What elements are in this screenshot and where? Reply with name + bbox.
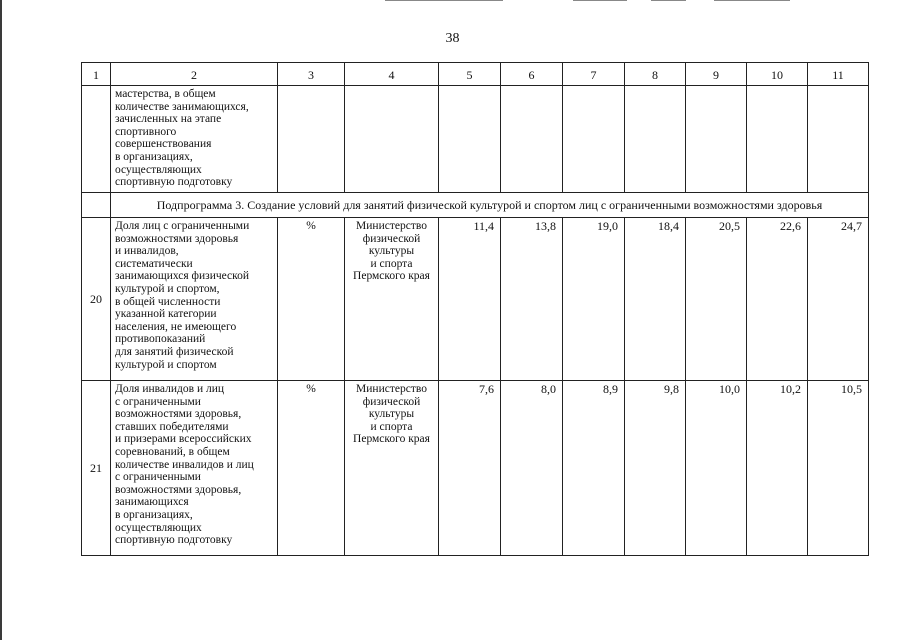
description-line: Доля лиц с ограниченными	[115, 220, 250, 232]
column-header: 9	[686, 63, 747, 86]
column-header: 3	[278, 63, 345, 86]
responsible-line: физической	[362, 232, 421, 245]
responsible-line: Пермского края	[353, 270, 430, 283]
description-line: и призерами всероссийских	[115, 433, 252, 446]
column-header: 5	[439, 63, 501, 86]
value-cell	[686, 86, 747, 193]
responsible-cell	[345, 86, 439, 193]
description-line: соревнований, в общем	[115, 445, 230, 458]
column-header: 6	[501, 63, 563, 86]
value-cell: 8,0	[501, 381, 563, 556]
unit-cell: %	[278, 218, 345, 381]
subprogram-title: Подпрограмма 3. Создание условий для занятий физической культурой и спортом лиц с ограниченными возможностями здоровья	[111, 193, 869, 218]
top-rule-mark	[385, 0, 503, 1]
row-number-cell: 20	[82, 218, 111, 381]
description-line: занимающихся	[115, 496, 189, 509]
value-cell	[808, 86, 869, 193]
indicator-description-cell	[111, 218, 278, 381]
unit-cell	[278, 86, 345, 193]
description-line: совершенствования	[115, 138, 212, 151]
value-cell: 8,9	[563, 381, 625, 556]
description-line: с ограниченными	[115, 471, 201, 484]
responsible-line: физической	[362, 395, 421, 408]
responsible-line: Пермского края	[353, 433, 430, 446]
table-header-row	[82, 63, 869, 86]
description-line: для занятий физической	[115, 345, 234, 358]
description-line: указанной категории	[115, 308, 217, 321]
description-line: спортивную подготовку	[115, 176, 233, 189]
row-number-cell: 21	[82, 381, 111, 556]
responsible-line: Министерство	[356, 220, 427, 232]
description-line: в организациях,	[115, 150, 193, 163]
description-line: в организациях,	[115, 508, 193, 521]
top-rule-mark	[651, 0, 686, 1]
value-cell	[501, 86, 563, 193]
indicators-table	[81, 62, 869, 556]
indicator-description-cell	[111, 381, 278, 556]
section-number-cell	[82, 193, 111, 218]
column-header: 11	[808, 63, 869, 86]
page-number: 38	[445, 31, 460, 46]
value-cell	[563, 86, 625, 193]
column-header: 7	[563, 63, 625, 86]
page-left-edge	[0, 0, 2, 640]
responsible-line: и спорта	[370, 257, 413, 270]
description-line: возможностями здоровья,	[115, 408, 242, 421]
value-cell: 18,4	[625, 218, 686, 381]
value-cell	[439, 86, 501, 193]
value-cell: 19,0	[563, 218, 625, 381]
table-row-continuation	[82, 86, 869, 193]
description-line: с ограниченными	[115, 395, 201, 408]
description-line: спортивную подготовку	[115, 534, 233, 547]
value-cell: 22,6	[747, 218, 808, 381]
description-line: возможностями здоровья	[115, 232, 239, 245]
description-line: зачисленных на этапе	[115, 113, 222, 126]
indicator-description-cell	[111, 86, 278, 193]
column-header: 10	[747, 63, 808, 86]
responsible-line: и спорта	[370, 420, 413, 433]
description-line: противопоказаний	[115, 333, 206, 346]
value-cell: 10,0	[686, 381, 747, 556]
description-line: количестве занимающихся,	[115, 100, 249, 113]
description-line: и инвалидов,	[115, 245, 179, 258]
table-row	[82, 218, 869, 381]
value-cell: 10,2	[747, 381, 808, 556]
value-cell: 11,4	[439, 218, 501, 381]
description-line: культурой и спортом,	[115, 282, 220, 295]
responsible-cell	[345, 381, 439, 556]
value-cell: 9,8	[625, 381, 686, 556]
value-cell: 7,6	[439, 381, 501, 556]
description-line: Доля инвалидов и лиц	[115, 383, 225, 395]
top-rule-mark	[714, 0, 790, 1]
responsible-line: Министерство	[356, 383, 427, 395]
description-line: спортивного	[115, 125, 177, 138]
description-line: количестве инвалидов и лиц	[115, 458, 254, 471]
column-header: 2	[111, 63, 278, 86]
value-cell: 20,5	[686, 218, 747, 381]
responsible-line: культуры	[368, 408, 415, 421]
responsible-cell	[345, 218, 439, 381]
section-header-row	[82, 193, 869, 218]
unit-cell: %	[278, 381, 345, 556]
description-line: мастерства, в общем	[115, 88, 216, 100]
description-line: культурой и спортом	[115, 358, 217, 371]
description-line: осуществляющих	[115, 521, 202, 534]
column-header: 8	[625, 63, 686, 86]
column-header: 4	[345, 63, 439, 86]
description-line: занимающихся физической	[115, 270, 250, 283]
value-cell: 10,5	[808, 381, 869, 556]
value-cell: 24,7	[808, 218, 869, 381]
responsible-line: культуры	[368, 245, 415, 258]
description-line: систематически	[115, 257, 193, 270]
description-line: ставших победителями	[115, 420, 229, 433]
value-cell: 13,8	[501, 218, 563, 381]
description-line: осуществляющих	[115, 163, 202, 176]
column-header: 1	[82, 63, 111, 86]
row-number-cell	[82, 86, 111, 193]
table-row	[82, 381, 869, 556]
description-line: возможностями здоровья,	[115, 483, 242, 496]
description-line: в общей численности	[115, 295, 221, 308]
top-rule-mark	[573, 0, 627, 1]
value-cell	[747, 86, 808, 193]
description-line: населения, не имеющего	[115, 320, 237, 333]
value-cell	[625, 86, 686, 193]
